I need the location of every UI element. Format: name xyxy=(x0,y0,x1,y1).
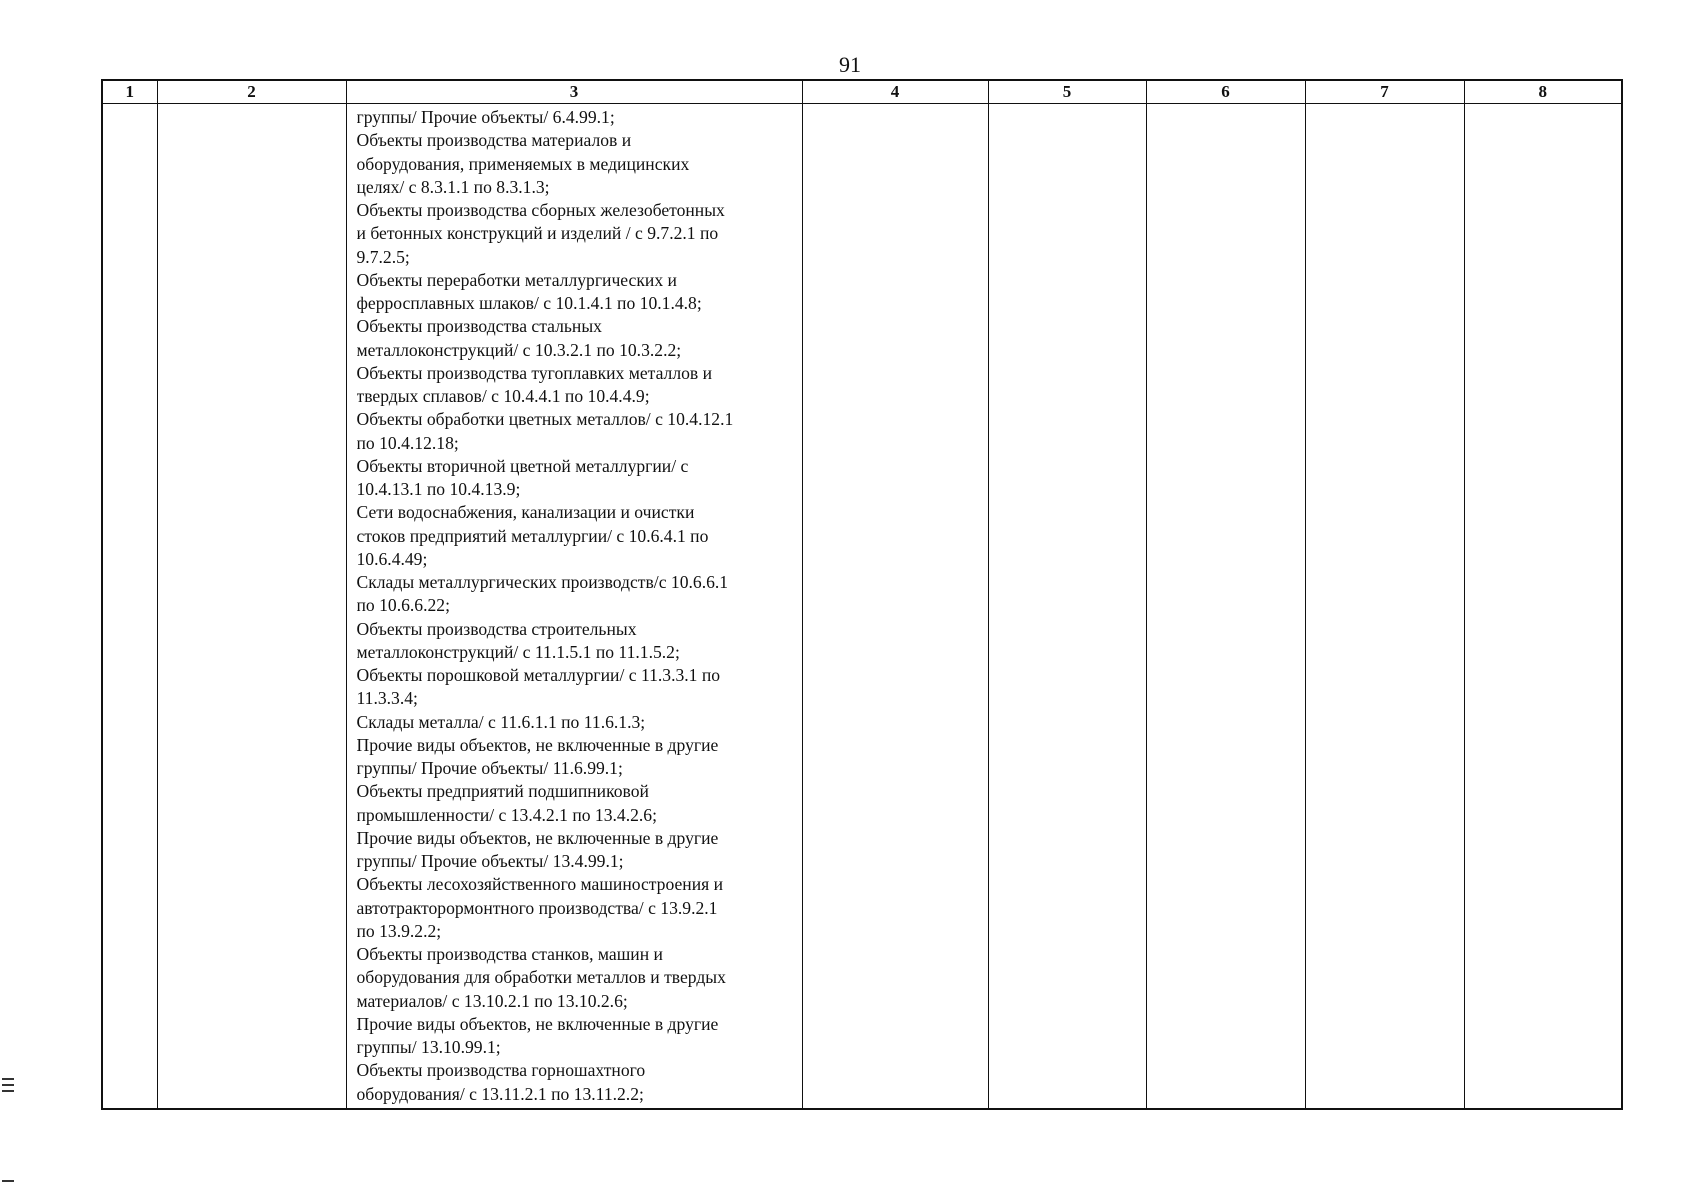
column-header-7: 7 xyxy=(1305,80,1464,104)
column-header-4: 4 xyxy=(802,80,988,104)
list-item: твердых сплавов/ с 10.4.4.1 по 10.4.4.9; xyxy=(356,386,650,406)
list-item: Сети водоснабжения, канализации и очистки xyxy=(356,502,695,523)
list-item: оборудования для обработки металлов и твердых xyxy=(356,967,726,988)
cell-col6 xyxy=(1146,104,1305,1110)
header-row xyxy=(102,80,1622,104)
document-table xyxy=(101,79,1623,1110)
list-item: Объекты обработки цветных металлов/ с 10.4.12.1 xyxy=(356,409,734,430)
list-item: оборудования, применяемых в медицинских xyxy=(356,153,690,174)
cell-col7 xyxy=(1305,104,1464,1110)
list-item: Объекты вторичной цветной металлургии/ с xyxy=(356,455,689,476)
list-item: Прочие виды объектов, не включенные в другие xyxy=(356,734,719,755)
list-item: Объекты производства материалов и xyxy=(356,130,632,151)
list-item: по 10.4.12.18; xyxy=(356,432,459,453)
list-item: Объекты производства стальных xyxy=(356,316,602,337)
list-item: Объекты лесохозяйственного машиностроения и xyxy=(356,874,724,895)
list-item: Объекты переработки металлургических и xyxy=(356,269,677,290)
page-number: 91 xyxy=(839,52,861,77)
list-item: промышленности/ с 13.4.2.1 по 13.4.2.6; xyxy=(356,804,657,825)
list-item: стоков предприятий металлургии/ с 10.6.4.1 по xyxy=(356,525,709,546)
cell-col3-object-list xyxy=(346,104,802,1110)
cell-col1 xyxy=(102,104,157,1110)
scan-mark xyxy=(2,1078,14,1080)
column-header-2: 2 xyxy=(157,80,346,104)
column-header-3: 3 xyxy=(346,80,802,104)
list-item: Прочие виды объектов, не включенные в другие xyxy=(356,827,719,848)
list-item: группы/ 13.10.99.1; xyxy=(356,1037,501,1057)
list-item: 9.7.2.5; xyxy=(356,246,410,267)
list-item: целях/ с 8.3.1.1 по 8.3.1.3; xyxy=(356,176,550,197)
list-item: Прочие виды объектов, не включенные в другие xyxy=(356,1013,719,1034)
list-item: Объекты производства горношахтного xyxy=(356,1060,646,1081)
column-header-6: 6 xyxy=(1146,80,1305,104)
list-item: группы/ Прочие объекты/ 13.4.99.1; xyxy=(356,851,624,871)
list-item: Объекты производства тугоплавких металлов и xyxy=(356,362,713,383)
cell-col2 xyxy=(157,104,346,1110)
list-item: по 13.9.2.2; xyxy=(356,920,442,941)
list-item: Объекты производства сборных железобетонных xyxy=(356,200,725,220)
list-item: Склады металлургических производств/с 10.6.6.1 xyxy=(356,572,729,592)
list-item: оборудования/ с 13.11.2.1 по 13.11.2.2; xyxy=(356,1083,644,1104)
list-item: группы/ Прочие объекты/ 6.4.99.1; xyxy=(356,107,615,127)
scan-mark xyxy=(2,1084,14,1086)
list-item: 11.3.3.4; xyxy=(356,688,418,709)
list-item: ферросплавных шлаков/ с 10.1.4.1 по 10.1.4.8; xyxy=(356,293,702,313)
list-item: Объекты порошковой металлургии/ с 11.3.3.1 по xyxy=(356,665,721,685)
cell-col8 xyxy=(1464,104,1622,1110)
scan-mark xyxy=(2,1090,14,1092)
scan-mark xyxy=(2,1180,14,1182)
list-item: 10.4.13.1 по 10.4.13.9; xyxy=(356,479,521,499)
cell-col4 xyxy=(802,104,988,1110)
list-item: и бетонных конструкций и изделий / с 9.7.2.1 по xyxy=(356,223,719,244)
list-item: по 10.6.6.22; xyxy=(356,595,450,616)
list-item: группы/ Прочие объекты/ 11.6.99.1; xyxy=(356,758,623,778)
column-header-5: 5 xyxy=(988,80,1146,104)
list-item: металлоконструкций/ с 11.1.5.1 по 11.1.5.2; xyxy=(356,641,680,662)
cell-col5 xyxy=(988,104,1146,1110)
table-row xyxy=(102,104,1622,1110)
list-item: Объекты производства строительных xyxy=(356,618,637,639)
list-item: 10.6.4.49; xyxy=(356,548,428,569)
list-item: Объекты производства станков, машин и xyxy=(356,944,663,964)
list-item: металлоконструкций/ с 10.3.2.1 по 10.3.2.2; xyxy=(356,339,682,360)
object-list xyxy=(357,106,794,1106)
list-item: Склады металла/ с 11.6.1.1 по 11.6.1.3; xyxy=(356,711,646,732)
list-item: материалов/ с 13.10.2.1 по 13.10.2.6; xyxy=(356,990,628,1011)
list-item: автотракторормонтного производства/ с 13.9.2.1 xyxy=(356,897,718,918)
list-item: Объекты предприятий подшипниковой xyxy=(356,781,649,802)
column-header-8: 8 xyxy=(1464,80,1622,104)
column-header-1: 1 xyxy=(102,80,157,104)
